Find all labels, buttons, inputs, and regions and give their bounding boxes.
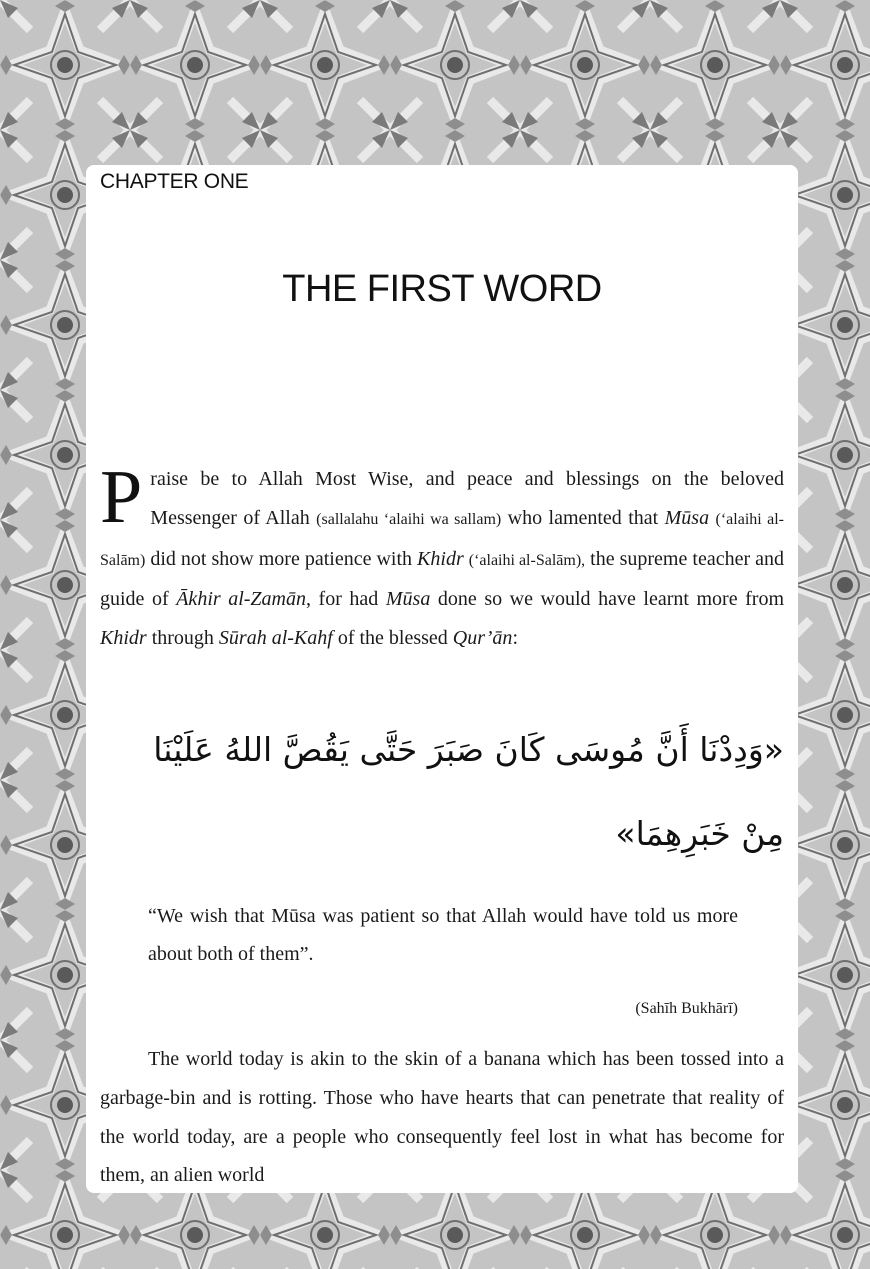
body-paragraph: The world today is akin to the skin of a banana which has been tossed into a garbage-bin and is rotting. Those who have hearts that can penetrate that reality of the world today, are a people who consequently feel lost in what has become for them, an alien world (100, 1048, 784, 1187)
chapter-title: THE FIRST WORD (282, 268, 602, 310)
hadith-source: (Sahīh Bukhārī) (635, 1000, 738, 1017)
page-panel (86, 165, 798, 1193)
chapter-label: CHAPTER ONE (100, 170, 249, 193)
translation-quote: “We wish that Mūsa was patient so that Allah would have told us more about both of them”. (148, 905, 738, 965)
arabic-hadith-verse: «وَدِدْنَا أَنَّ مُوسَى كَانَ صَبَرَ حَتَّى يَقُصَّ اللهُ عَلَيْنَا مِنْ خَبَرِهِمَا» (153, 730, 784, 853)
drop-cap: P (100, 455, 143, 539)
intro-paragraph: Praise be to Allah Most Wise, and peace and blessings on the beloved Messenger of Allah (sallalahu ‘alaihi wa sallam) who lamented that Mūsa (‘alaihi al-Salām) did not show more patience with Khidr (‘alaihi al-Salām), the supreme teacher and guide of Ākhir al-Zamān, for had Mūsa done so we would have learnt more from Khidr through Sūrah al-Kahf of the blessed Qur’ān: (100, 455, 785, 650)
